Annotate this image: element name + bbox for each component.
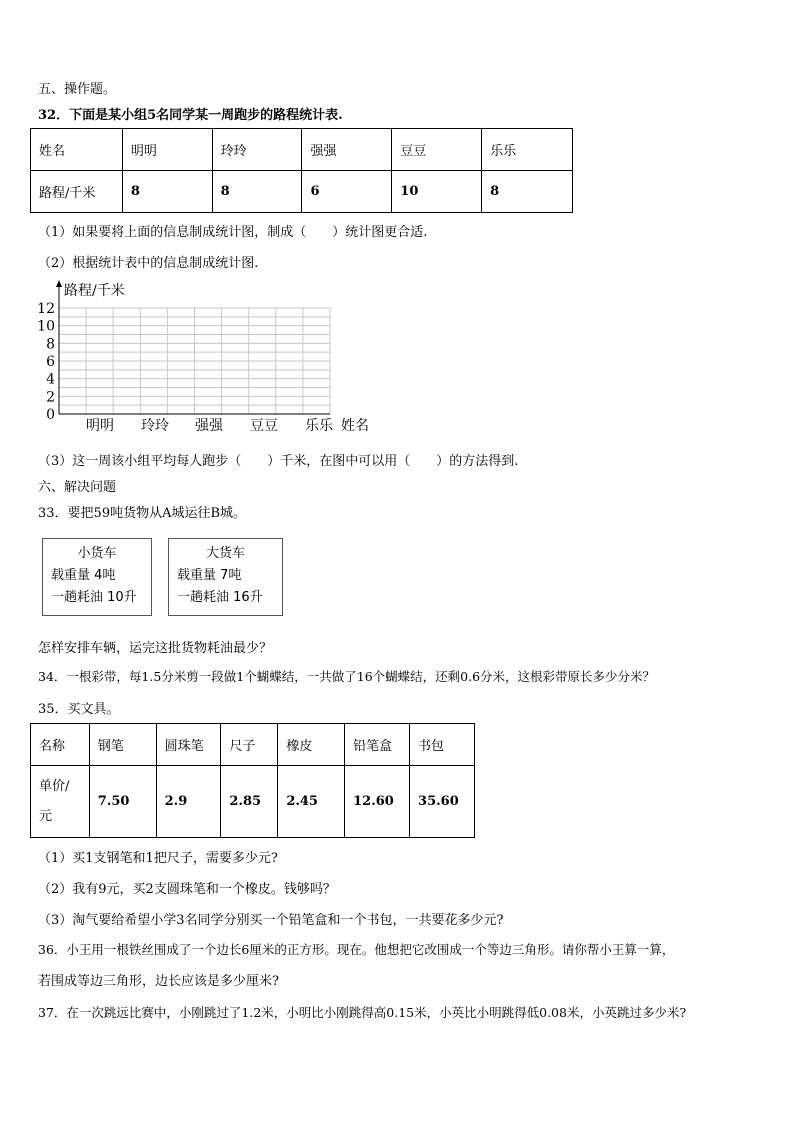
y-tick-label: 2 xyxy=(46,389,55,406)
table-cell: 路程/千米 xyxy=(31,171,123,213)
y-axis-label: 路程/千米 xyxy=(64,283,125,299)
table-cell: 橡皮 xyxy=(278,724,345,766)
table-cell: 书包 xyxy=(410,724,475,766)
table-cell: 2.85 xyxy=(221,766,278,838)
table-cell: 姓名 xyxy=(31,129,123,171)
small-truck-fuel: 一趟耗油 10升 xyxy=(51,590,137,605)
x-category-label: 强强 xyxy=(195,418,223,434)
x-category-labels xyxy=(86,418,334,434)
section-5-title: 五、操作题。 xyxy=(38,82,117,97)
q32-stem: 32．下面是某小组5名同学某一周跑步的路程统计表. xyxy=(38,108,343,123)
table-cell: 6 xyxy=(302,171,392,213)
q35-stem: 35．买文具。 xyxy=(38,702,120,717)
chart-grid xyxy=(59,308,330,414)
y-tick-label: 6 xyxy=(46,354,55,370)
small-truck-title: 小货车 xyxy=(77,546,117,561)
q32-table xyxy=(30,128,573,213)
section-6-title: 六、解决问题 xyxy=(38,480,117,495)
table-cell: 乐乐 xyxy=(482,129,573,171)
q33-question: 怎样安排车辆，运完这批货物耗油最少？ xyxy=(38,641,273,656)
table-cell: 8 xyxy=(122,171,212,213)
q35-price-table xyxy=(30,723,475,838)
big-truck-title: 大货车 xyxy=(205,546,245,561)
q35-part2: （2）我有9元，买2支圆珠笔和一个橡皮。钱够吗？ xyxy=(38,882,336,897)
table-row xyxy=(31,724,475,766)
q32-part3: （3）这一周该小组平均每人跑步（ ）千米，在图中可以用（ ）的方法得到. xyxy=(38,454,519,469)
q32-part1: （1）如果要将上面的信息制成统计图，制成（ ）统计图更合适. xyxy=(38,225,428,240)
big-truck-fuel: 一趟耗油 16升 xyxy=(177,590,263,605)
q34-stem: 34．一根彩带，每1.5分米剪一段做1个蝴蝶结，一共做了16个蝴蝶结，还剩0.6分米，这根彩带原长多少分米？ xyxy=(38,669,656,684)
table-cell: 明明 xyxy=(122,129,212,171)
y-tick-label: 4 xyxy=(46,371,55,388)
table-cell: 强强 xyxy=(302,129,392,171)
y-tick-label: 0 xyxy=(46,407,55,423)
small-truck-box xyxy=(42,538,152,616)
x-category-label: 乐乐 xyxy=(305,418,333,434)
small-truck-load: 载重量 4吨 xyxy=(51,568,116,583)
big-truck-box xyxy=(168,538,283,616)
table-cell: 名称 xyxy=(31,724,90,766)
row-label-line-1: 单价/ xyxy=(39,778,70,794)
x-category-label: 豆豆 xyxy=(250,418,278,434)
table-cell: 圆珠笔 xyxy=(156,724,221,766)
x-category-label: 明明 xyxy=(86,418,114,434)
table-cell: 玲玲 xyxy=(212,129,302,171)
table-cell: 2.45 xyxy=(278,766,345,838)
table-cell: 7.50 xyxy=(89,766,156,838)
x-category-label: 玲玲 xyxy=(141,418,169,434)
row-label-line-2: 元 xyxy=(39,808,53,824)
y-tick-label: 12 xyxy=(37,301,55,317)
q36-line2: 若围成等边三角形，边长应该是多少厘米? xyxy=(38,974,279,989)
table-cell: 8 xyxy=(482,171,573,213)
table-cell: 2.9 xyxy=(156,766,221,838)
x-axis-label: 姓名 xyxy=(341,418,369,434)
table-cell xyxy=(31,766,90,838)
table-row xyxy=(31,766,475,838)
q35-part1: （1）买1支钢笔和1把尺子，需要多少元? xyxy=(38,851,278,866)
table-cell: 35.60 xyxy=(410,766,475,838)
table-cell: 豆豆 xyxy=(392,129,482,171)
y-tick-label: 10 xyxy=(37,318,55,335)
table-row xyxy=(31,171,573,213)
table-cell: 12.60 xyxy=(345,766,410,838)
table-cell: 尺子 xyxy=(221,724,278,766)
q33-stem: 33．要把59吨货物从A城运往B城。 xyxy=(38,506,247,521)
q35-part3: （3）淘气要给希望小学3名同学分别买一个铅笔盒和一个书包，一共要花多少元? xyxy=(38,913,504,928)
blank-bar-chart xyxy=(30,278,390,438)
q32-part2: （2）根据统计表中的信息制成统计图. xyxy=(38,256,259,271)
table-cell: 10 xyxy=(392,171,482,213)
table-row xyxy=(31,129,573,171)
q36-line1: 36．小王用一根铁丝围成了一个边长6厘米的正方形。现在。他想把它改围成一个等边三角形。请你帮小王算一算， xyxy=(38,942,675,957)
y-axis-arrow xyxy=(56,280,62,287)
q37-stem: 37．在一次跳远比赛中，小刚跳过了1.2米，小明比小刚跳得高0.15米，小英比小明跳得低0.08米，小英跳过多少米? xyxy=(38,1005,687,1020)
table-cell: 8 xyxy=(212,171,302,213)
table-cell: 钢笔 xyxy=(89,724,156,766)
y-tick-labels xyxy=(37,301,55,423)
y-tick-label: 8 xyxy=(46,336,55,353)
big-truck-load: 载重量 7吨 xyxy=(177,568,242,583)
table-cell: 铅笔盒 xyxy=(345,724,410,766)
